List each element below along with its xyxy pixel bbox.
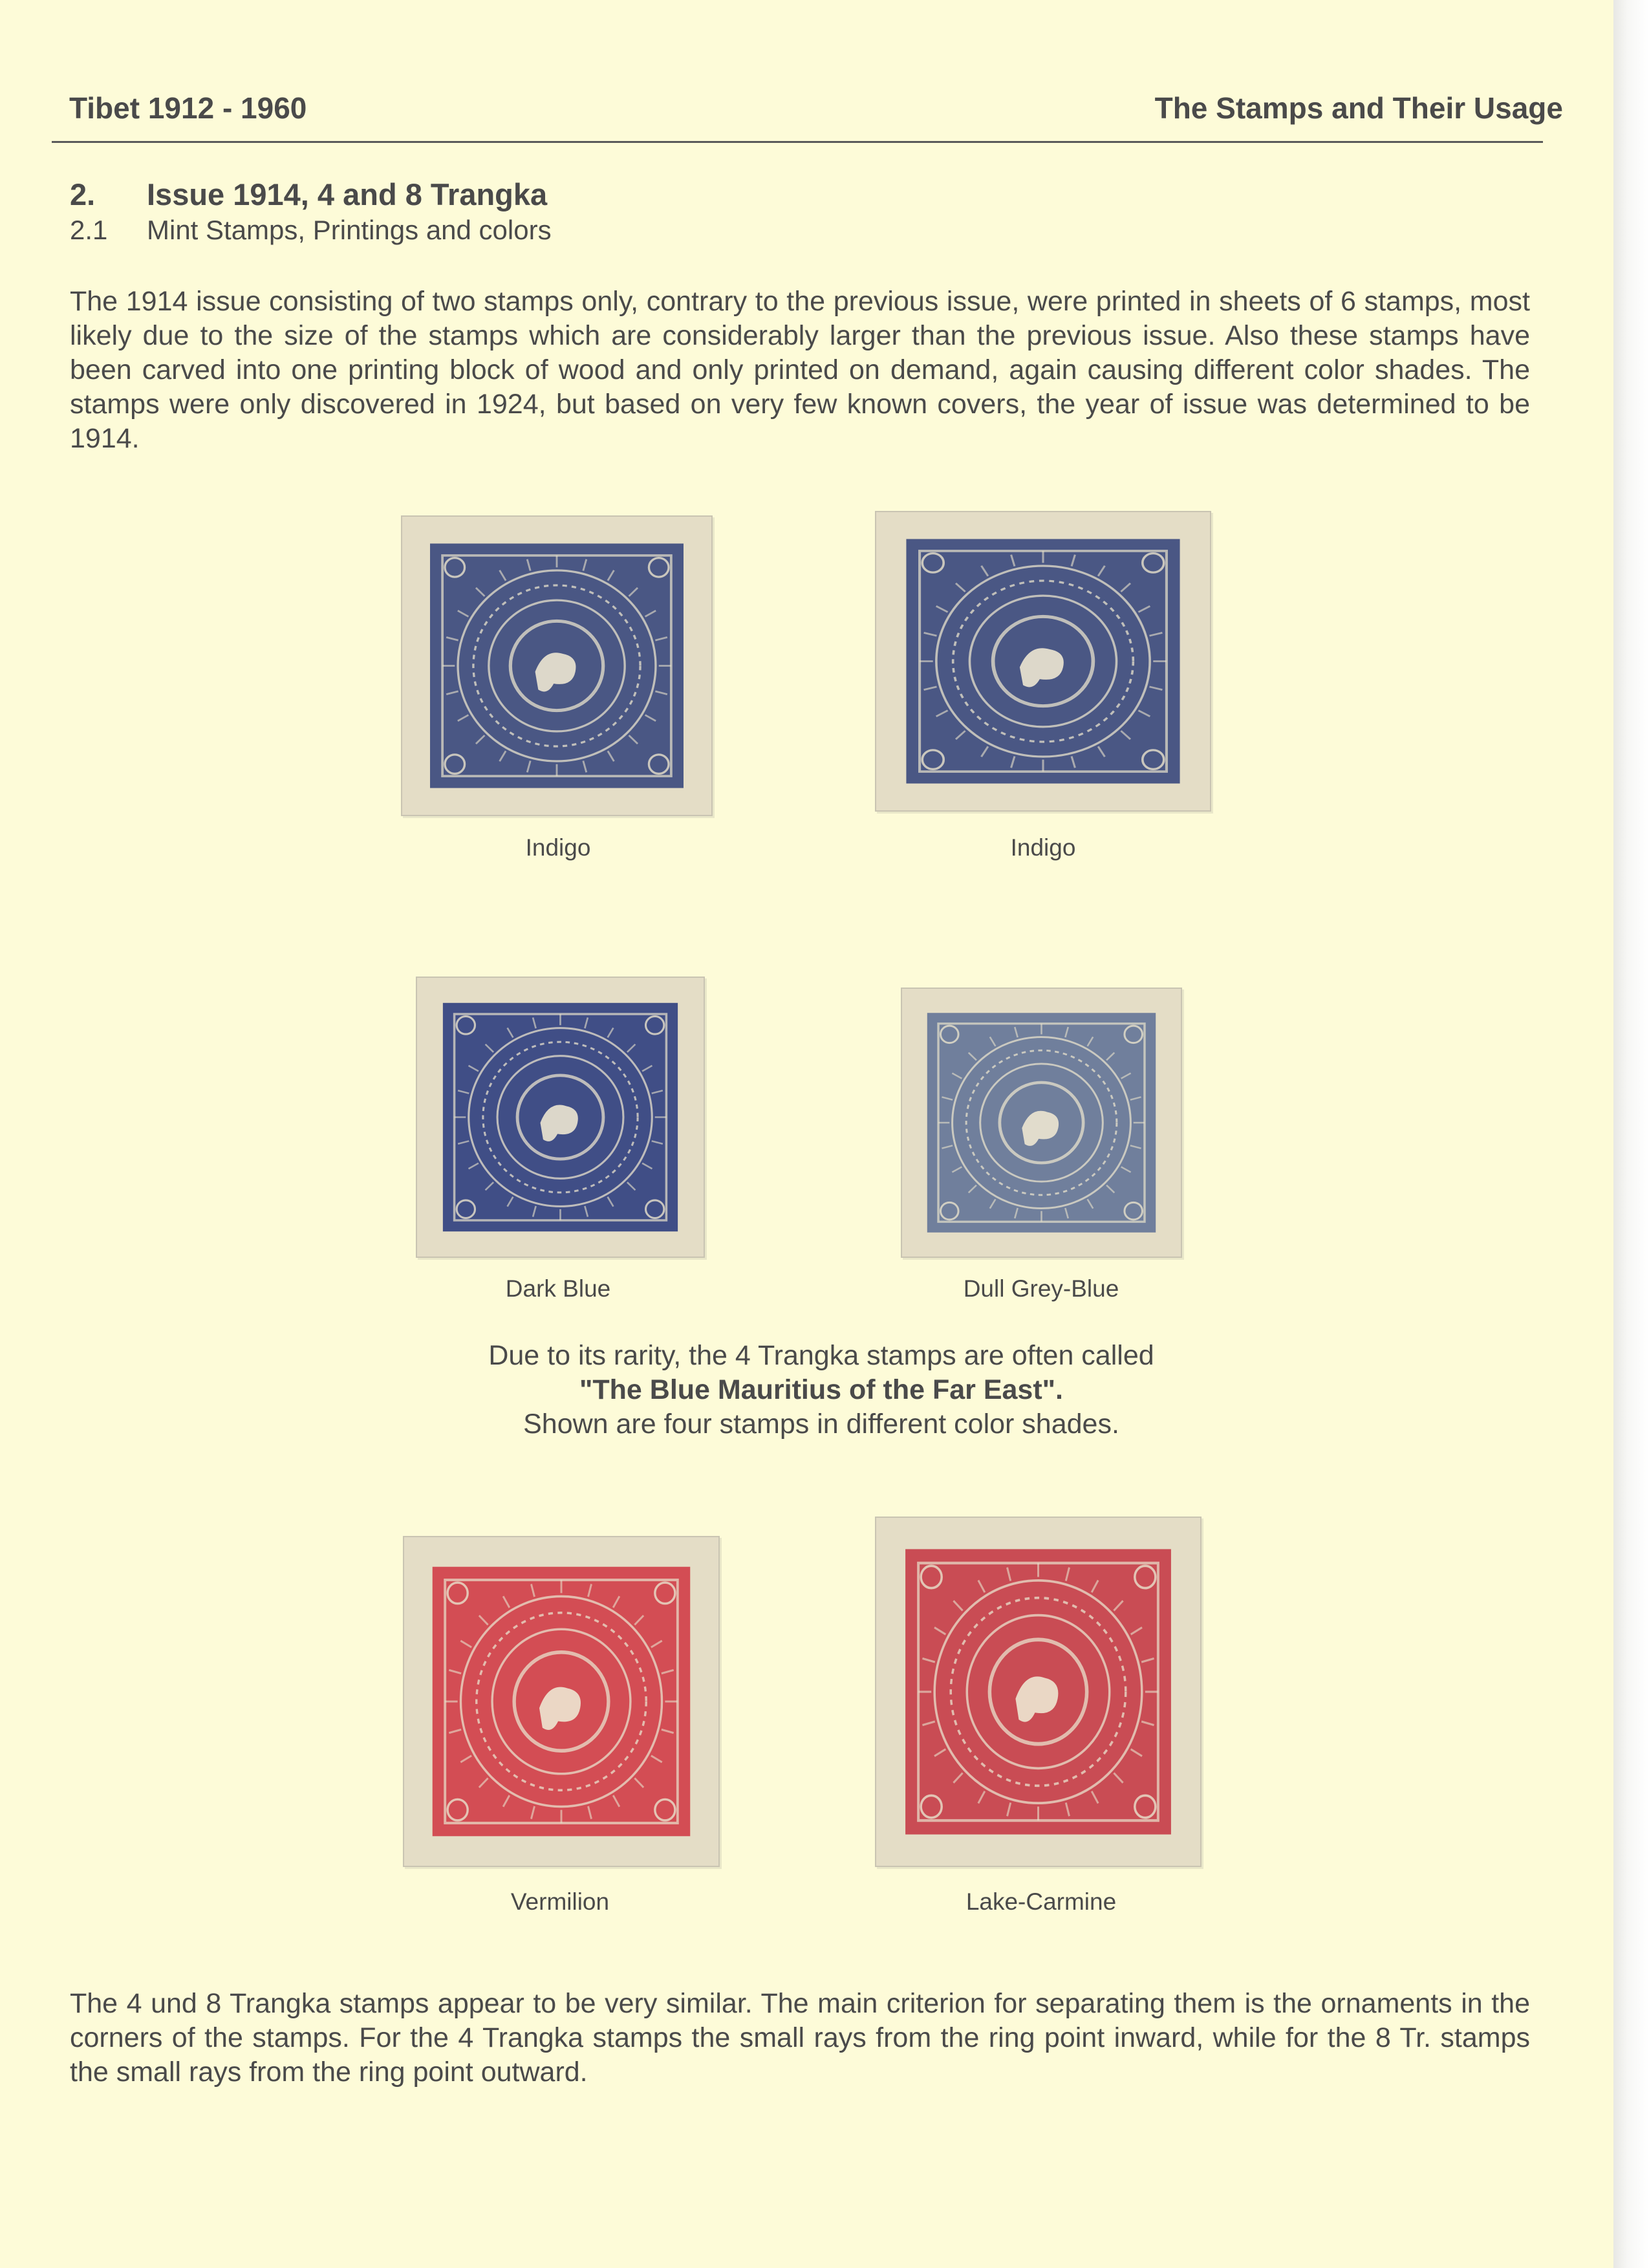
header-rule <box>52 141 1543 143</box>
stamp-caption: Lake-Carmine <box>965 1888 1117 1915</box>
stamp-design <box>417 978 704 1257</box>
closing-paragraph: The 4 und 8 Trangka stamps appear to be very similar. The main criterion for separating them is the ornaments in the corners of the stamps. For the 4 Trangka stamps the small rays from the ring point inward, while for the 8 Tr. stamps the small rays from the ring point outward. <box>70 1988 1530 2088</box>
stamp-design <box>902 989 1181 1257</box>
stamp-dark-blue <box>416 977 705 1258</box>
stamp-design <box>402 517 711 815</box>
header-title: Tibet 1912 - 1960 <box>69 91 307 125</box>
section-number: 2. <box>70 177 96 211</box>
stamp-design <box>876 512 1210 810</box>
subsection-number: 2.1 <box>70 215 108 245</box>
stamp-caption: Dull Grey-Blue <box>963 1275 1119 1302</box>
stamp-dull-grey-blue <box>901 988 1182 1258</box>
rarity-note-line-2: "The Blue Mauritius of the Far East". <box>579 1374 1063 1405</box>
stamp-caption: Indigo <box>525 834 591 861</box>
header-subtitle: The Stamps and Their Usage <box>1154 91 1563 125</box>
stamp-indigo-1 <box>401 515 713 816</box>
stamp-design <box>876 1518 1200 1866</box>
stamp-caption: Indigo <box>1010 834 1076 861</box>
section-title: Issue 1914, 4 and 8 Trangka <box>147 177 548 211</box>
subsection-title: Mint Stamps, Printings and colors <box>147 215 552 245</box>
rarity-note-line-3: Shown are four stamps in different color shades. <box>523 1409 1119 1440</box>
stamp-lake-carmine <box>875 1517 1202 1867</box>
stamp-indigo-2 <box>875 511 1211 812</box>
stamp-caption: Vermilion <box>510 1888 610 1915</box>
page-edge <box>1613 0 1649 2268</box>
rarity-note-line-1: Due to its rarity, the 4 Trangka stamps are often called <box>488 1340 1154 1371</box>
stamp-vermilion <box>403 1536 720 1867</box>
intro-paragraph: The 1914 issue consisting of two stamps only, contrary to the previous issue, were printed in sheets of 6 stamps, most likely due to the size of the stamps which are considerably larger than the previous issue. Also these stamps have been carved into one printing block of wood and only printed on demand, again causing different color shades. The stamps were only discovered in 1924, but based on very few known covers, the year of issue was determined to be 1914. <box>70 286 1530 454</box>
stamp-caption: Dark Blue <box>505 1275 611 1302</box>
stamp-design <box>404 1537 718 1866</box>
